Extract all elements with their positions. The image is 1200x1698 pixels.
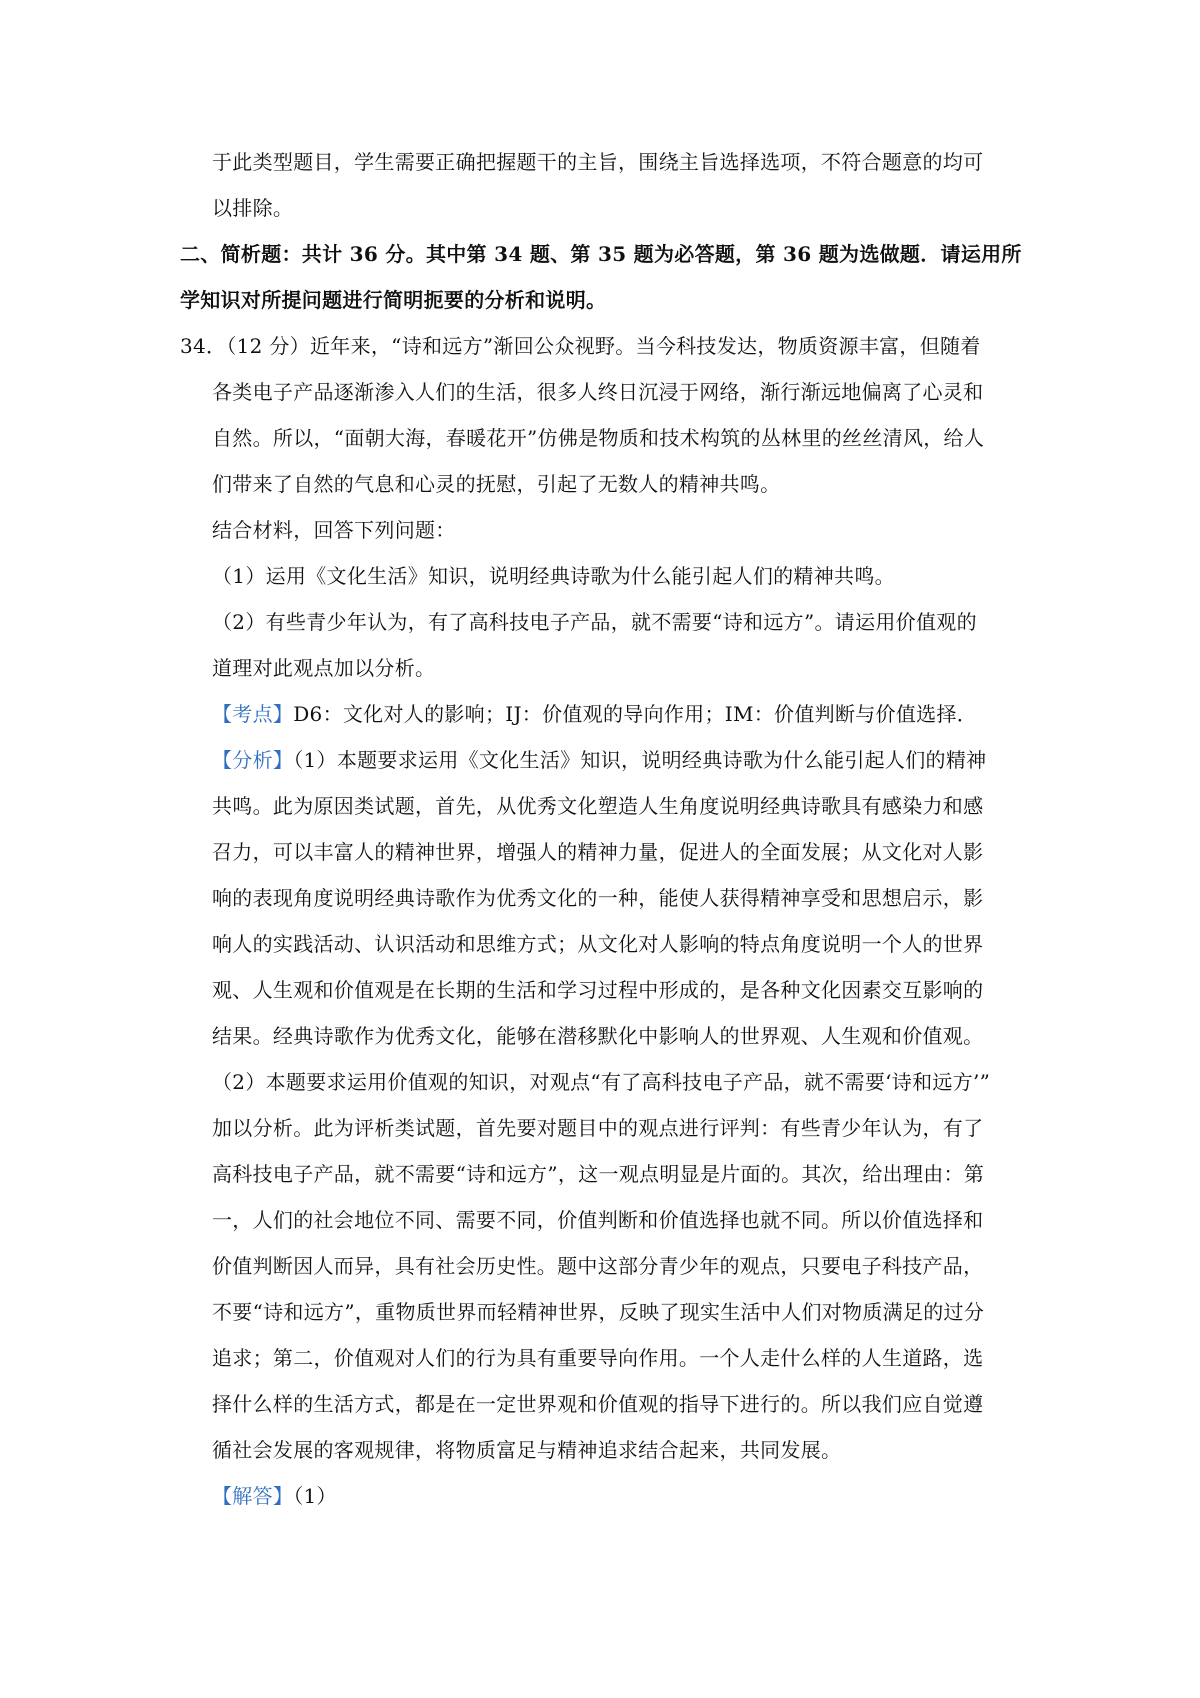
material-line-4: 们带来了自然的气息和心灵的抚慰，引起了无数人的精神共鸣。 — [212, 472, 781, 496]
fenxi-part2-line-9: 循社会发展的客观规律，将物质富足与精神追求结合起来，共同发展。 — [212, 1438, 842, 1462]
fenxi-line-3: 召力，可以丰富人的精神世界，增强人的精神力量，促进人的全面发展；从文化对人影 — [212, 840, 984, 864]
fenxi-part2-line-5: 价值判断因人而异，具有社会历史性。题中这部分青少年的观点，只要电子科技产品， — [212, 1254, 984, 1278]
sub-question-2-line-1: （2）有些青少年认为，有了高科技电子产品，就不需要“诗和远方”。请运用价值观的 — [212, 610, 977, 634]
fenxi-part2-line-7: 追求；第二，价值观对人们的行为具有重要导向作用。一个人走什么样的人生道路，选 — [212, 1346, 984, 1370]
material-line-1: 近年来，“诗和远方”渐回公众视野。当今科技发达，物质资源丰富，但随着 — [309, 334, 981, 358]
question-prompt: 结合材料，回答下列问题： — [212, 518, 456, 542]
material-line-2: 各类电子产品逐渐渗入人们的生活，很多人终日沉浸于网络，渐行渐远地偏离了心灵和 — [212, 380, 984, 404]
intro-line-2: 以排除。 — [212, 196, 294, 220]
fenxi-part2-line-1: （2）本题要求运用价值观的知识，对观点“有了高科技电子产品，就不需要‘诗和远方’” — [212, 1070, 991, 1094]
fenxi-part2-line-8: 择什么样的生活方式，都是在一定世界观和价值观的指导下进行的。所以我们应自觉遵 — [212, 1392, 984, 1416]
sub-question-1: （1）运用《文化生活》知识，说明经典诗歌为什么能引起人们的精神共鸣。 — [212, 564, 895, 588]
fenxi-line-4: 响的表现角度说明经典诗歌作为优秀文化的一种，能使人获得精神享受和思想启示，影 — [212, 886, 984, 910]
jieda-line — [212, 1482, 337, 1510]
fenxi-part2-line-2: 加以分析。此为评析类试题，首先要对题目中的观点进行评判：有些青少年认为，有了 — [212, 1116, 984, 1140]
fenxi-label: 【分析】 — [212, 748, 294, 772]
fenxi-part2-line-4: 一，人们的社会地位不同、需要不同，价值判断和价值选择也就不同。所以价值选择和 — [212, 1208, 984, 1232]
section-heading-line-2: 学知识对所提问题进行简明扼要的分析和说明。 — [180, 288, 607, 312]
jieda-text: （1） — [293, 1484, 337, 1508]
fenxi-line-7: 结果。经典诗歌作为优秀文化，能够在潜移默化中影响人的世界观、人生观和价值观。 — [212, 1024, 984, 1048]
fenxi-text-1: （1）本题要求运用《文化生活》知识，说明经典诗歌为什么能引起人们的精神 — [293, 748, 987, 772]
question-points: （12 分） — [226, 334, 310, 358]
jieda-label: 【解答】 — [212, 1484, 294, 1508]
kaodian-label: 【考点】 — [212, 702, 294, 726]
kaodian-text: D6：文化对人的影响；IJ：价值观的导向作用；IM：价值判断与价值选择． — [293, 702, 978, 726]
fenxi-line-5: 响人的实践活动、认识活动和思维方式；从文化对人影响的特点角度说明一个人的世界 — [212, 932, 984, 956]
sub-question-2-line-2: 道理对此观点加以分析。 — [212, 656, 436, 680]
fenxi-line-1 — [212, 746, 986, 774]
section-heading-line-1: 二、简析题：共计 36 分。其中第 34 题、第 35 题为必答题，第 36 题为选做题．请运用所 — [180, 242, 1022, 266]
fenxi-line-6: 观、人生观和价值观是在长期的生活和学习过程中形成的，是各种文化因素交互影响的 — [212, 978, 984, 1002]
question-number: 34． — [180, 334, 227, 358]
fenxi-line-2: 共鸣。此为原因类试题，首先，从优秀文化塑造人生角度说明经典诗歌具有感染力和感 — [212, 794, 984, 818]
kaodian-line — [212, 700, 977, 728]
intro-line-1: 于此类型题目，学生需要正确把握题干的主旨，围绕主旨选择选项，不符合题意的均可 — [212, 150, 984, 174]
question-34-first-line — [180, 332, 981, 360]
fenxi-part2-line-3: 高科技电子产品，就不需要“诗和远方”，这一观点明显是片面的。其次，给出理由：第 — [212, 1162, 985, 1186]
fenxi-part2-line-6: 不要“诗和远方”，重物质世界而轻精神世界，反映了现实生活中人们对物质满足的过分 — [212, 1300, 985, 1324]
material-line-3: 自然。所以，“面朝大海，春暖花开”仿佛是物质和技术构筑的丛林里的丝丝清风，给人 — [212, 426, 985, 450]
